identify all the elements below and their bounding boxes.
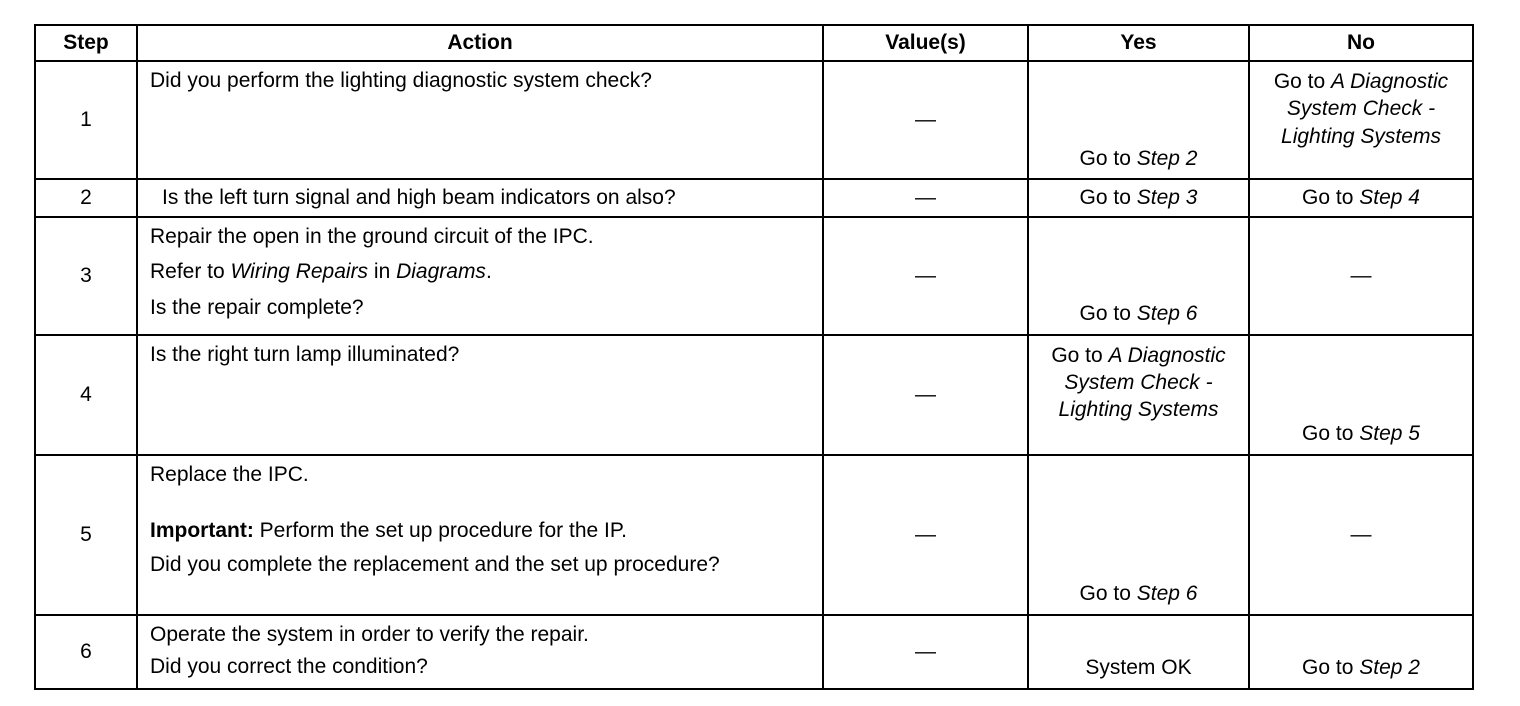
action-cell xyxy=(137,217,823,335)
header-yes: Yes xyxy=(1028,25,1249,61)
table-row xyxy=(35,615,1473,689)
important-label: Important: xyxy=(150,519,254,542)
action-line xyxy=(150,518,814,544)
header-no: No xyxy=(1249,25,1473,61)
no-cell: — xyxy=(1249,217,1473,335)
table-row xyxy=(35,61,1473,179)
yes-prefix: Go to xyxy=(1079,582,1137,606)
no-prefix: Go to xyxy=(1302,656,1360,680)
no-ref: Step 5 xyxy=(1359,422,1420,446)
no-ref: Step 2 xyxy=(1359,656,1420,680)
yes-prefix: Go to xyxy=(1051,343,1109,367)
action-line: Operate the system in order to verify the repair. xyxy=(150,622,589,646)
no-ref: Step 4 xyxy=(1359,186,1420,210)
action-cell xyxy=(137,179,823,217)
yes-prefix: Go to xyxy=(1079,186,1137,210)
yes-cell xyxy=(1028,217,1249,335)
yes-cell xyxy=(1028,455,1249,615)
yes-ref: Step 2 xyxy=(1136,146,1198,170)
action-line: Replace the IPC. xyxy=(150,462,309,486)
step-number: 5 xyxy=(35,455,137,615)
header-action: Action xyxy=(137,25,823,61)
action-text: Is the left turn signal and high beam indicators on also? xyxy=(162,185,676,209)
yes-ref: A Diagnostic System Check - Lighting Systems xyxy=(1058,343,1226,422)
diagnostic-table xyxy=(34,24,1474,690)
no-ref: A Diagnostic System Check - Lighting Systems xyxy=(1281,70,1449,148)
yes-cell xyxy=(1028,179,1249,217)
step-number: 2 xyxy=(35,179,137,217)
action-cell xyxy=(137,61,823,179)
yes-ref: Step 6 xyxy=(1136,302,1198,326)
action-text: Did you perform the lighting diagnostic system check? xyxy=(150,69,652,92)
action-line: Did you correct the condition? xyxy=(150,655,428,678)
wiring-repairs-ref: Wiring Repairs xyxy=(230,260,369,284)
step-number: 4 xyxy=(35,335,137,455)
table-row xyxy=(35,217,1473,335)
no-cell xyxy=(1249,179,1473,217)
no-cell xyxy=(1249,335,1473,455)
value-cell: — xyxy=(823,217,1028,335)
value-cell: — xyxy=(823,615,1028,689)
header-values: Value(s) xyxy=(823,25,1028,61)
step-number: 6 xyxy=(35,615,137,689)
value-cell: — xyxy=(823,61,1028,179)
no-cell xyxy=(1249,615,1473,689)
table-row xyxy=(35,335,1473,455)
action-text: Is the right turn lamp illuminated? xyxy=(150,342,460,366)
yes-cell xyxy=(1028,335,1249,455)
action-cell xyxy=(137,455,823,615)
table-row xyxy=(35,455,1473,615)
no-prefix: Go to xyxy=(1302,422,1360,446)
table-row xyxy=(35,179,1473,217)
diagrams-ref: Diagrams xyxy=(396,260,486,284)
step-number: 1 xyxy=(35,61,137,179)
header-step: Step xyxy=(35,25,137,61)
action-line: Is the repair complete? xyxy=(150,295,364,319)
action-text: Perform the set up procedure for the IP. xyxy=(253,519,627,542)
yes-cell xyxy=(1028,61,1249,179)
yes-ref: Step 6 xyxy=(1136,582,1198,606)
value-cell: — xyxy=(823,455,1028,615)
action-text: . xyxy=(485,260,492,284)
action-text: in xyxy=(368,260,397,284)
no-prefix: Go to xyxy=(1302,186,1360,210)
action-line: Did you complete the replacement and the set up procedure? xyxy=(150,553,720,577)
yes-prefix: Go to xyxy=(1079,302,1137,326)
header-row xyxy=(35,25,1473,61)
yes-cell: System OK xyxy=(1028,615,1249,689)
action-line: Repair the open in the ground circuit of the IPC. xyxy=(150,225,594,248)
no-cell: — xyxy=(1249,455,1473,615)
step-number: 3 xyxy=(35,217,137,335)
action-line xyxy=(150,259,814,285)
action-text: Refer to xyxy=(150,260,231,284)
no-prefix: Go to xyxy=(1273,70,1332,93)
value-cell: — xyxy=(823,335,1028,455)
yes-ref: Step 3 xyxy=(1136,186,1198,210)
action-cell xyxy=(137,615,823,689)
no-cell xyxy=(1249,61,1473,179)
yes-prefix: Go to xyxy=(1079,146,1137,170)
action-cell xyxy=(137,335,823,455)
value-cell: — xyxy=(823,179,1028,217)
